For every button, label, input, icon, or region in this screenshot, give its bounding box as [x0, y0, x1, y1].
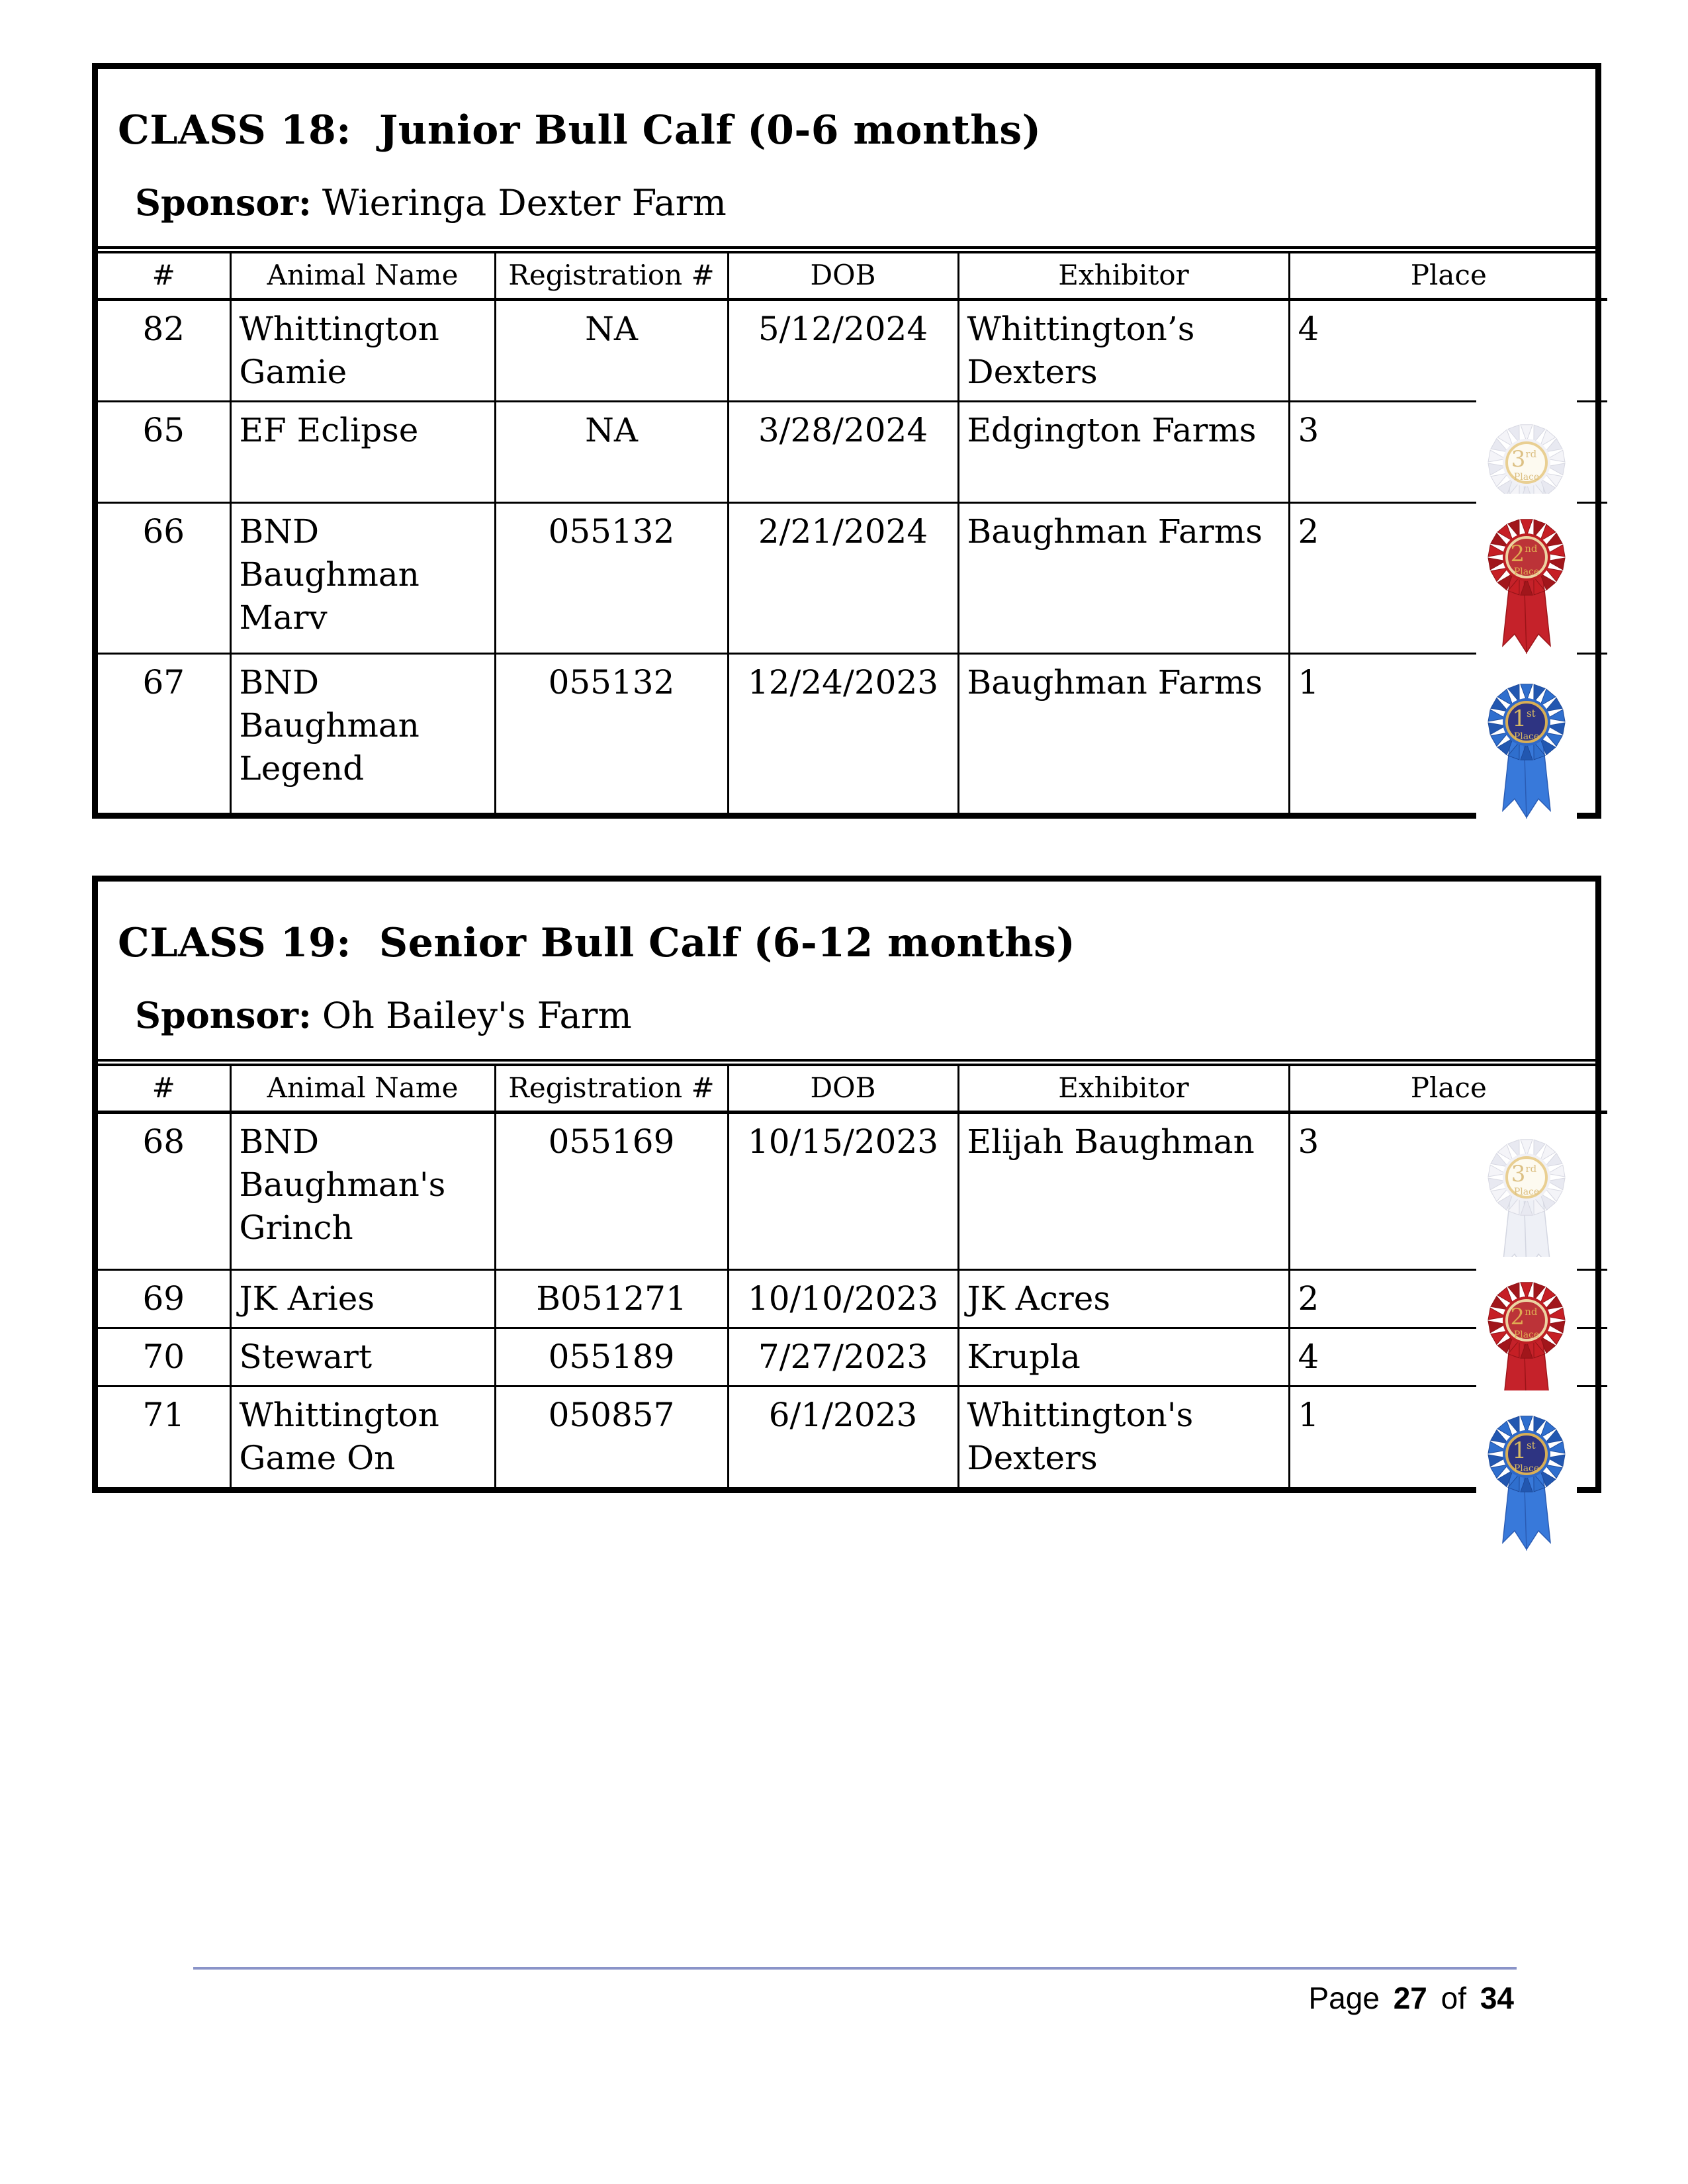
svg-text:2nd: 2nd	[1510, 1303, 1538, 1330]
cell-animal-name: Whittington Gamie	[230, 300, 495, 402]
page-content	[92, 63, 1601, 1550]
results-table	[98, 1066, 1607, 1488]
cell-exhibitor: Baughman Farms	[958, 503, 1289, 654]
cell-place	[1289, 503, 1607, 654]
cell-entry-number: 68	[98, 1112, 230, 1269]
class-sections-container	[92, 63, 1601, 1493]
cell-entry-number: 65	[98, 402, 230, 503]
cell-animal-name: BND Baughman's Grinch	[230, 1112, 495, 1269]
column-header-dob: DOB	[728, 1066, 958, 1113]
column-header-place: Place	[1289, 1066, 1607, 1113]
table-row	[98, 300, 1607, 402]
cell-exhibitor: Edgington Farms	[958, 402, 1289, 503]
cell-registration-number: 055132	[495, 503, 728, 654]
table-row	[98, 1269, 1607, 1328]
page-footer	[193, 1967, 1517, 2016]
cell-registration-number: NA	[495, 402, 728, 503]
class-results-section	[92, 63, 1601, 819]
cell-entry-number: 67	[98, 654, 230, 813]
svg-text:Place: Place	[1513, 1463, 1540, 1474]
column-header-entry-number: #	[98, 1066, 230, 1113]
cell-dob: 3/28/2024	[728, 402, 958, 503]
place-value: 3	[1298, 411, 1319, 449]
place-value: 4	[1298, 310, 1319, 348]
cell-exhibitor: Whittington’s Dexters	[958, 300, 1289, 402]
place-value: 1	[1298, 663, 1319, 702]
cell-dob: 10/10/2023	[728, 1269, 958, 1328]
column-header-entry-number: #	[98, 253, 230, 300]
award-ribbon-second-place-icon	[1476, 494, 1577, 658]
footer-page-label: Page	[1308, 1981, 1380, 2015]
cell-animal-name: BND Baughman Legend	[230, 654, 495, 813]
sponsor-name: Wieringa Dexter Farm	[322, 182, 727, 224]
class-title-name: Junior Bull Calf (0-6 months)	[378, 107, 1042, 154]
cell-dob: 2/21/2024	[728, 503, 958, 654]
svg-text:Place: Place	[1513, 1329, 1540, 1340]
place-value: 3	[1298, 1122, 1319, 1161]
column-header-registration-number: Registration #	[495, 1066, 728, 1113]
footer-of-label: of	[1441, 1981, 1467, 2015]
place-value: 2	[1298, 1279, 1319, 1318]
sponsor-label: Sponsor:	[135, 181, 312, 224]
table-row	[98, 402, 1607, 503]
class-header	[98, 882, 1595, 1066]
cell-exhibitor: JK Acres	[958, 1269, 1289, 1328]
svg-text:Place: Place	[1513, 567, 1540, 577]
cell-animal-name: Stewart	[230, 1328, 495, 1386]
place-value: 2	[1298, 512, 1319, 551]
cell-place	[1289, 1112, 1607, 1269]
cell-animal-name: Whittington Game On	[230, 1386, 495, 1487]
cell-animal-name: EF Eclipse	[230, 402, 495, 503]
cell-dob: 12/24/2023	[728, 654, 958, 813]
column-header-dob: DOB	[728, 253, 958, 300]
cell-animal-name: JK Aries	[230, 1269, 495, 1328]
cell-registration-number: 055132	[495, 654, 728, 813]
cell-dob: 6/1/2023	[728, 1386, 958, 1487]
class-title	[118, 920, 1576, 966]
sponsor-name: Oh Bailey's Farm	[322, 994, 632, 1036]
footer-page-total: 34	[1480, 1981, 1514, 2015]
column-header-place: Place	[1289, 253, 1607, 300]
svg-text:Place: Place	[1513, 472, 1540, 482]
table-row	[98, 1386, 1607, 1487]
cell-place	[1289, 402, 1607, 503]
cell-place	[1289, 654, 1607, 813]
svg-text:3rd: 3rd	[1511, 1160, 1537, 1187]
class-header	[98, 69, 1595, 253]
cell-place	[1289, 300, 1607, 402]
cell-entry-number: 70	[98, 1328, 230, 1386]
column-header-animal-name: Animal Name	[230, 1066, 495, 1113]
svg-text:3rd: 3rd	[1511, 446, 1537, 473]
svg-text:2nd: 2nd	[1510, 541, 1538, 567]
column-header-exhibitor: Exhibitor	[958, 253, 1289, 300]
header-row	[98, 1066, 1607, 1113]
cell-registration-number: 055169	[495, 1112, 728, 1269]
header-row	[98, 253, 1607, 300]
cell-registration-number: 055189	[495, 1328, 728, 1386]
svg-text:1st: 1st	[1512, 705, 1536, 732]
column-header-registration-number: Registration #	[495, 253, 728, 300]
cell-dob: 5/12/2024	[728, 300, 958, 402]
cell-dob: 7/27/2023	[728, 1328, 958, 1386]
cell-place	[1289, 1328, 1607, 1386]
cell-registration-number: 050857	[495, 1386, 728, 1487]
cell-registration-number: NA	[495, 300, 728, 402]
award-ribbon-first-place-icon	[1476, 1390, 1577, 1555]
award-ribbon-first-place-icon	[1476, 659, 1577, 823]
cell-registration-number: B051271	[495, 1269, 728, 1328]
cell-exhibitor: Whittington's Dexters	[958, 1386, 1289, 1487]
cell-exhibitor: Elijah Baughman	[958, 1112, 1289, 1269]
footer-page-number: 27	[1393, 1981, 1427, 2015]
cell-place	[1289, 1269, 1607, 1340]
svg-text:Place: Place	[1513, 1186, 1540, 1197]
table-row	[98, 654, 1607, 813]
place-value: 4	[1298, 1337, 1319, 1376]
cell-exhibitor: Baughman Farms	[958, 654, 1289, 813]
cell-place	[1289, 1386, 1607, 1487]
svg-text:1st: 1st	[1512, 1437, 1536, 1464]
class-results-section	[92, 876, 1601, 1494]
column-header-exhibitor: Exhibitor	[958, 1066, 1289, 1113]
table-row	[98, 1328, 1607, 1386]
cell-entry-number: 82	[98, 300, 230, 402]
column-header-animal-name: Animal Name	[230, 253, 495, 300]
results-table	[98, 253, 1607, 813]
table-row	[98, 1112, 1607, 1269]
class-title-name: Senior Bull Calf (6-12 months)	[378, 919, 1076, 966]
cell-entry-number: 66	[98, 503, 230, 654]
sponsor-line	[118, 994, 1576, 1036]
cell-dob: 10/15/2023	[728, 1112, 958, 1269]
cell-animal-name: BND Baughman Marv	[230, 503, 495, 654]
cell-entry-number: 71	[98, 1386, 230, 1487]
sponsor-line	[118, 181, 1576, 224]
class-title	[118, 107, 1576, 154]
sponsor-label: Sponsor:	[135, 993, 312, 1036]
class-title-label: CLASS 18:	[118, 107, 351, 154]
cell-entry-number: 69	[98, 1269, 230, 1328]
cell-exhibitor: Krupla	[958, 1328, 1289, 1386]
award-ribbon-third-place-icon	[1476, 1114, 1577, 1278]
place-value: 1	[1298, 1395, 1319, 1434]
table-row	[98, 503, 1607, 654]
svg-text:Place: Place	[1513, 731, 1540, 742]
class-title-label: CLASS 19:	[118, 919, 351, 966]
